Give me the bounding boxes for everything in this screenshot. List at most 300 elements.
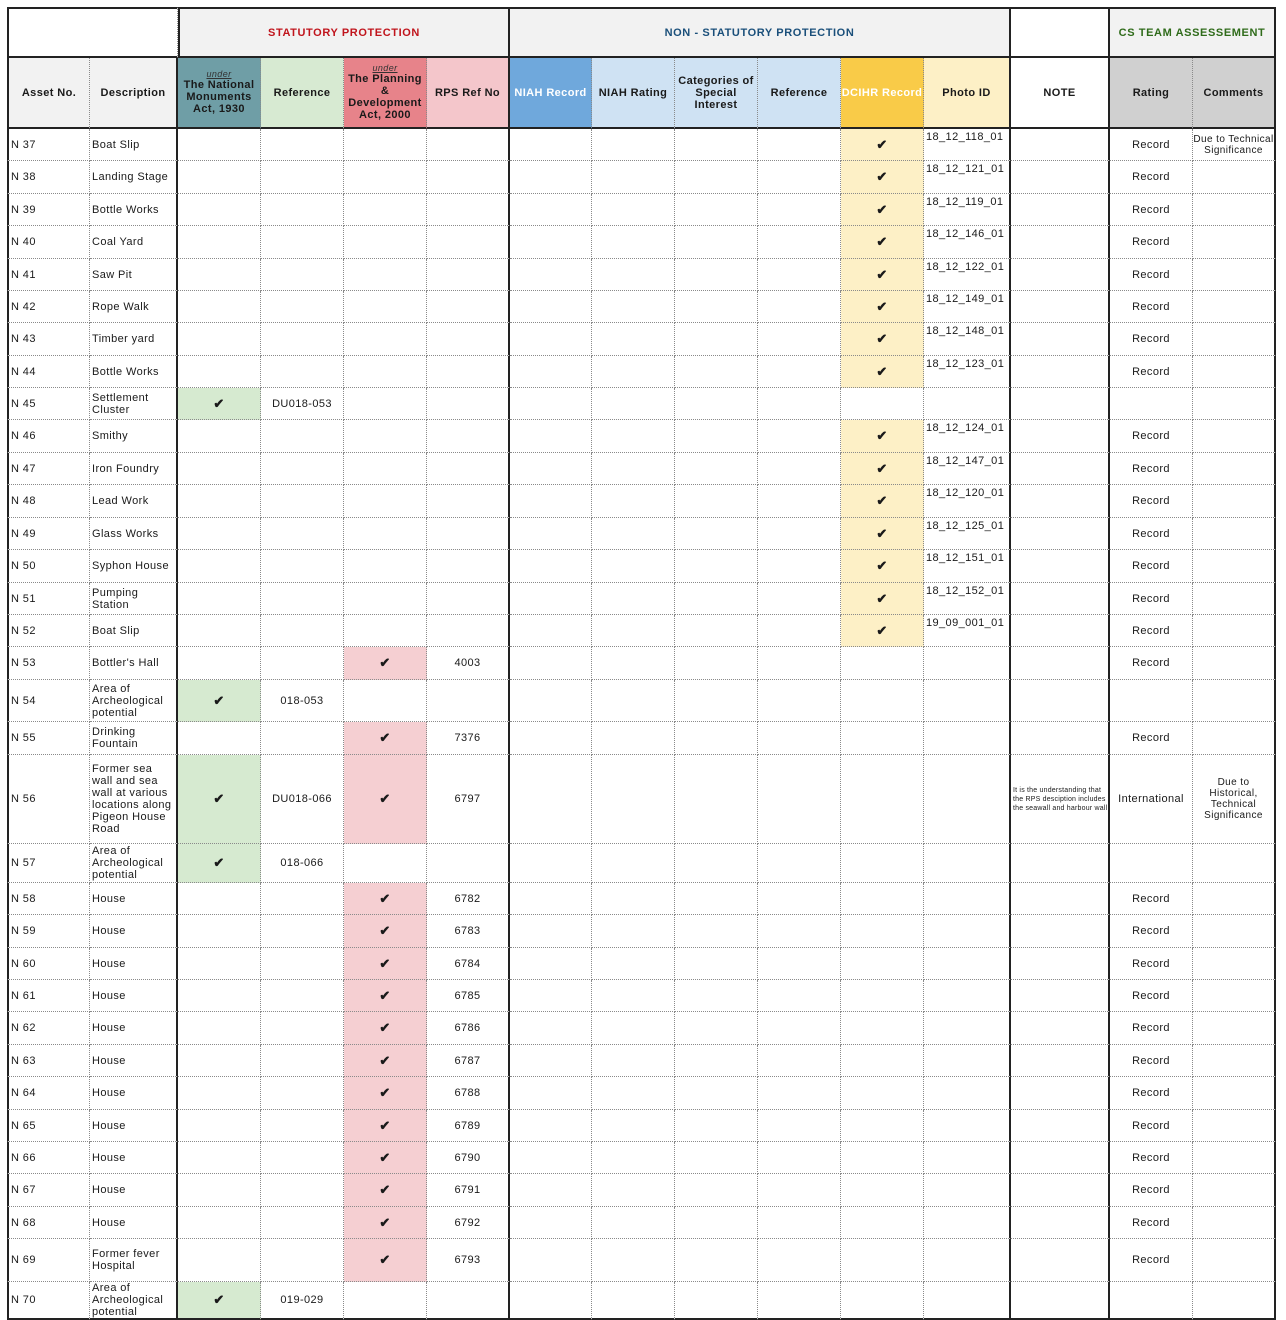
cell-monuments-reference [261,420,344,453]
cell-note [1011,844,1110,883]
cell-dcihr-check [841,388,924,420]
cell-note [1011,323,1110,356]
cell-comments [1193,226,1276,259]
cell-asset-no: N 49 [7,518,90,550]
cell-description: Timber yard [90,323,178,356]
cell-rating [1110,680,1193,722]
cell-rps-ref [427,485,510,518]
cell-photo-id [924,1012,1011,1045]
cell-niah-record [510,680,592,722]
cell-description: House [90,1045,178,1077]
cell-rps-ref [427,194,510,226]
cell-categories [675,356,758,388]
cell-description: Syphon House [90,550,178,583]
cell-monuments-check: ✔ [178,680,261,722]
cell-monuments-check [178,259,261,291]
cell-planning-check [344,259,427,291]
cell-dcihr-check [841,948,924,980]
cell-dcihr-check [841,1012,924,1045]
cell-niah-record [510,323,592,356]
cell-asset-no: N 61 [7,980,90,1012]
cell-monuments-check [178,323,261,356]
cell-rating: Record [1110,323,1193,356]
cell-photo-id: 18_12_118_01 [924,129,1011,161]
cell-monuments-check [178,583,261,615]
cell-niah-rating [592,1174,675,1207]
cell-description: House [90,1110,178,1142]
header-planning-text: The Planning & Development Act, 2000 [348,73,422,121]
cell-categories [675,1282,758,1320]
cell-rps-ref: 6792 [427,1207,510,1239]
cell-categories [675,518,758,550]
cell-monuments-check [178,915,261,948]
cell-niah-rating [592,1045,675,1077]
cell-monuments-check [178,129,261,161]
cell-note [1011,550,1110,583]
cell-comments [1193,550,1276,583]
cell-monuments-reference [261,194,344,226]
cell-niah-rating [592,647,675,680]
cell-reference-2 [758,1282,841,1320]
cell-note [1011,1239,1110,1282]
cell-photo-id [924,883,1011,915]
cell-asset-no: N 38 [7,161,90,194]
cell-dcihr-check [841,1239,924,1282]
cell-niah-rating [592,161,675,194]
cell-monuments-check [178,1142,261,1174]
cell-monuments-check [178,226,261,259]
cell-monuments-reference [261,453,344,485]
cell-note [1011,647,1110,680]
cell-planning-check: ✔ [344,1142,427,1174]
cell-note [1011,1012,1110,1045]
cell-monuments-reference [261,948,344,980]
cell-dcihr-check: ✔ [841,615,924,647]
cell-reference-2 [758,1110,841,1142]
header-dcihr-record: DCIHR Record [841,58,924,129]
cell-description: House [90,948,178,980]
cell-rating: Record [1110,259,1193,291]
cell-description: Rope Walk [90,291,178,323]
cell-monuments-reference [261,722,344,755]
header-niah-rating: NIAH Rating [592,58,675,129]
cell-monuments-reference [261,226,344,259]
cell-niah-record [510,1077,592,1110]
cell-monuments-check: ✔ [178,844,261,883]
cell-comments [1193,388,1276,420]
cell-photo-id [924,1045,1011,1077]
cell-description: Drinking Fountain [90,722,178,755]
cell-niah-rating [592,129,675,161]
cell-monuments-reference [261,356,344,388]
cell-rating: Record [1110,583,1193,615]
cell-monuments-check [178,1110,261,1142]
cell-planning-check: ✔ [344,883,427,915]
cell-monuments-check [178,161,261,194]
cell-note: It is the understanding that the RPS desciption includes the seawall and harbour wall [1011,755,1110,844]
cell-asset-no: N 66 [7,1142,90,1174]
cell-rating: Record [1110,453,1193,485]
cell-monuments-reference [261,1077,344,1110]
cell-description: Bottle Works [90,194,178,226]
cell-planning-check [344,615,427,647]
cell-description: Iron Foundry [90,453,178,485]
cell-reference-2 [758,226,841,259]
cell-comments [1193,323,1276,356]
cell-comments [1193,194,1276,226]
cell-rating: Record [1110,161,1193,194]
cell-description: Coal Yard [90,226,178,259]
cell-reference-2 [758,915,841,948]
cell-niah-record [510,453,592,485]
cell-note [1011,883,1110,915]
cell-photo-id: 18_12_149_01 [924,291,1011,323]
cell-reference-2 [758,453,841,485]
cell-reference-2 [758,1239,841,1282]
cell-rating: Record [1110,226,1193,259]
cell-reference-2 [758,755,841,844]
cell-categories [675,755,758,844]
cell-niah-rating [592,194,675,226]
cell-reference-2 [758,129,841,161]
cell-rating: Record [1110,1045,1193,1077]
cell-dcihr-check: ✔ [841,323,924,356]
cell-monuments-check [178,1012,261,1045]
cell-asset-no: N 54 [7,680,90,722]
cell-monuments-reference [261,323,344,356]
cell-asset-no: N 45 [7,388,90,420]
cell-planning-check [344,323,427,356]
cell-asset-no: N 53 [7,647,90,680]
cell-comments [1193,980,1276,1012]
cell-dcihr-check [841,1045,924,1077]
cell-asset-no: N 47 [7,453,90,485]
cell-monuments-reference [261,980,344,1012]
cell-dcihr-check [841,1282,924,1320]
cell-note [1011,1174,1110,1207]
cell-photo-id [924,980,1011,1012]
cell-dcihr-check: ✔ [841,194,924,226]
header-national-monuments [178,58,261,129]
cell-reference-2 [758,323,841,356]
cell-categories [675,722,758,755]
cell-monuments-check [178,194,261,226]
cell-asset-no: N 46 [7,420,90,453]
cell-rating: Record [1110,883,1193,915]
cell-planning-check [344,844,427,883]
cell-planning-check [344,518,427,550]
cell-niah-record [510,915,592,948]
cell-rating: Record [1110,518,1193,550]
cell-note [1011,1045,1110,1077]
cell-note [1011,680,1110,722]
cell-photo-id [924,680,1011,722]
cell-note [1011,980,1110,1012]
cell-reference-2 [758,259,841,291]
cell-description: Glass Works [90,518,178,550]
cell-monuments-reference [261,518,344,550]
cell-description: House [90,1174,178,1207]
cell-monuments-check [178,356,261,388]
cell-niah-record [510,1239,592,1282]
cell-description: House [90,915,178,948]
cell-comments [1193,1077,1276,1110]
cell-dcihr-check [841,722,924,755]
cell-monuments-reference [261,1110,344,1142]
cell-comments [1193,722,1276,755]
cell-reference-2 [758,194,841,226]
cell-monuments-check [178,453,261,485]
cell-niah-record [510,485,592,518]
cell-rps-ref: 6789 [427,1110,510,1142]
cell-reference-2 [758,1142,841,1174]
cell-planning-check [344,194,427,226]
cell-asset-no: N 69 [7,1239,90,1282]
cell-rating: Record [1110,420,1193,453]
cell-planning-check: ✔ [344,980,427,1012]
cell-rating: Record [1110,1239,1193,1282]
cell-categories [675,680,758,722]
cell-planning-check: ✔ [344,915,427,948]
cell-asset-no: N 58 [7,883,90,915]
cell-photo-id [924,388,1011,420]
cell-monuments-reference: DU018-053 [261,388,344,420]
cell-reference-2 [758,722,841,755]
cell-description: Boat Slip [90,129,178,161]
cell-monuments-reference [261,1239,344,1282]
cell-categories [675,453,758,485]
cell-note [1011,161,1110,194]
cell-description: Former sea wall and sea wall at various locations along Pigeon House Road [90,755,178,844]
cell-description: Area of Archeological potential [90,844,178,883]
cell-planning-check: ✔ [344,1045,427,1077]
cell-categories [675,915,758,948]
cell-rps-ref: 6788 [427,1077,510,1110]
cell-monuments-check [178,420,261,453]
cell-photo-id [924,844,1011,883]
cell-asset-no: N 43 [7,323,90,356]
cell-asset-no: N 60 [7,948,90,980]
cell-rating: Record [1110,194,1193,226]
cell-reference-2 [758,883,841,915]
cell-monuments-reference [261,161,344,194]
cell-planning-check [344,291,427,323]
cell-asset-no: N 56 [7,755,90,844]
cell-rps-ref [427,844,510,883]
cell-rating [1110,1282,1193,1320]
cell-reference-2 [758,550,841,583]
cell-asset-no: N 68 [7,1207,90,1239]
cell-monuments-reference: 018-053 [261,680,344,722]
cell-photo-id [924,1174,1011,1207]
cell-niah-rating [592,680,675,722]
cell-niah-record [510,1110,592,1142]
cell-comments [1193,161,1276,194]
cell-monuments-reference [261,915,344,948]
cell-monuments-reference [261,1142,344,1174]
cell-monuments-reference [261,615,344,647]
cell-asset-no: N 40 [7,226,90,259]
cell-note [1011,453,1110,485]
cell-rps-ref: 6797 [427,755,510,844]
cell-rps-ref [427,129,510,161]
cell-asset-no: N 70 [7,1282,90,1320]
cell-niah-record [510,1045,592,1077]
cell-rps-ref: 6786 [427,1012,510,1045]
cell-niah-record [510,161,592,194]
cell-reference-2 [758,583,841,615]
cell-categories [675,161,758,194]
cell-niah-rating [592,550,675,583]
cell-monuments-check [178,948,261,980]
cell-dcihr-check [841,844,924,883]
cell-dcihr-check: ✔ [841,129,924,161]
cell-rps-ref [427,615,510,647]
cell-asset-no: N 59 [7,915,90,948]
cell-monuments-reference [261,883,344,915]
cell-planning-check [344,583,427,615]
cell-niah-record [510,1174,592,1207]
cell-categories [675,485,758,518]
cell-niah-rating [592,755,675,844]
non-statutory-group-title: NON - STATUTORY PROTECTION [510,7,1011,58]
cell-rating: Record [1110,485,1193,518]
cell-categories [675,615,758,647]
cell-planning-check [344,550,427,583]
cell-comments [1193,1174,1276,1207]
cell-niah-rating [592,844,675,883]
cell-niah-record [510,980,592,1012]
cell-planning-check: ✔ [344,1077,427,1110]
cell-rps-ref [427,680,510,722]
cell-planning-check [344,226,427,259]
cell-asset-no: N 52 [7,615,90,647]
cell-comments [1193,1207,1276,1239]
cell-niah-rating [592,453,675,485]
cell-asset-no: N 41 [7,259,90,291]
cell-niah-rating [592,1239,675,1282]
cell-niah-rating [592,583,675,615]
cell-monuments-check [178,1207,261,1239]
cell-note [1011,259,1110,291]
cell-planning-check [344,129,427,161]
cell-rps-ref: 6783 [427,915,510,948]
cell-reference-2 [758,420,841,453]
cell-note [1011,1077,1110,1110]
cell-rps-ref [427,518,510,550]
cell-planning-check [344,161,427,194]
cell-description: Area of Archeological potential [90,1282,178,1320]
cell-planning-check [344,356,427,388]
cell-niah-record [510,1282,592,1320]
cell-rps-ref [427,356,510,388]
cell-planning-check [344,453,427,485]
cell-rating: Record [1110,1207,1193,1239]
cell-monuments-check [178,647,261,680]
cell-planning-check [344,1282,427,1320]
cell-dcihr-check [841,647,924,680]
cell-monuments-reference [261,583,344,615]
cell-note [1011,583,1110,615]
cell-monuments-check [178,485,261,518]
cell-monuments-check: ✔ [178,1282,261,1320]
cell-photo-id: 18_12_124_01 [924,420,1011,453]
cell-niah-rating [592,1142,675,1174]
cell-categories [675,583,758,615]
cell-categories [675,1142,758,1174]
cell-monuments-check [178,1174,261,1207]
cell-monuments-reference: 019-029 [261,1282,344,1320]
cell-note [1011,915,1110,948]
cell-photo-id [924,948,1011,980]
cell-dcihr-check [841,883,924,915]
cell-comments [1193,1282,1276,1320]
header-description: Description [90,58,178,129]
header-rps-ref: RPS Ref No [427,58,510,129]
cell-rating: Record [1110,356,1193,388]
cell-dcihr-check: ✔ [841,356,924,388]
cell-reference-2 [758,844,841,883]
cell-comments [1193,485,1276,518]
cell-rps-ref [427,161,510,194]
cell-rps-ref: 7376 [427,722,510,755]
cell-planning-check: ✔ [344,1012,427,1045]
cell-monuments-check [178,291,261,323]
cell-comments [1193,583,1276,615]
cell-niah-record [510,194,592,226]
cell-photo-id: 18_12_119_01 [924,194,1011,226]
cell-rating: Record [1110,550,1193,583]
cell-categories [675,948,758,980]
cell-monuments-reference [261,1045,344,1077]
cell-photo-id [924,1142,1011,1174]
cell-categories [675,1207,758,1239]
cell-reference-2 [758,161,841,194]
cell-planning-check: ✔ [344,948,427,980]
cell-categories [675,550,758,583]
cell-comments [1193,356,1276,388]
header-reference: Reference [261,58,344,129]
cell-rps-ref: 6791 [427,1174,510,1207]
cell-monuments-check [178,615,261,647]
cell-description: Bottle Works [90,356,178,388]
cell-niah-rating [592,518,675,550]
cell-asset-no: N 51 [7,583,90,615]
cell-categories [675,1012,758,1045]
cell-planning-check: ✔ [344,1239,427,1282]
cell-reference-2 [758,647,841,680]
cell-niah-record [510,129,592,161]
cell-niah-rating [592,915,675,948]
cell-dcihr-check: ✔ [841,485,924,518]
cell-niah-rating [592,1110,675,1142]
asset-register-table [7,7,1279,1320]
cell-niah-rating [592,291,675,323]
cell-photo-id [924,1110,1011,1142]
cell-comments [1193,948,1276,980]
cell-niah-record [510,844,592,883]
cell-niah-record [510,1207,592,1239]
cell-categories [675,226,758,259]
header-rating: Rating [1110,58,1193,129]
cell-description: House [90,1142,178,1174]
cell-planning-check [344,388,427,420]
cell-description: Boat Slip [90,615,178,647]
cell-rating: Record [1110,1077,1193,1110]
cell-planning-check: ✔ [344,1174,427,1207]
cell-note [1011,948,1110,980]
cell-reference-2 [758,1012,841,1045]
